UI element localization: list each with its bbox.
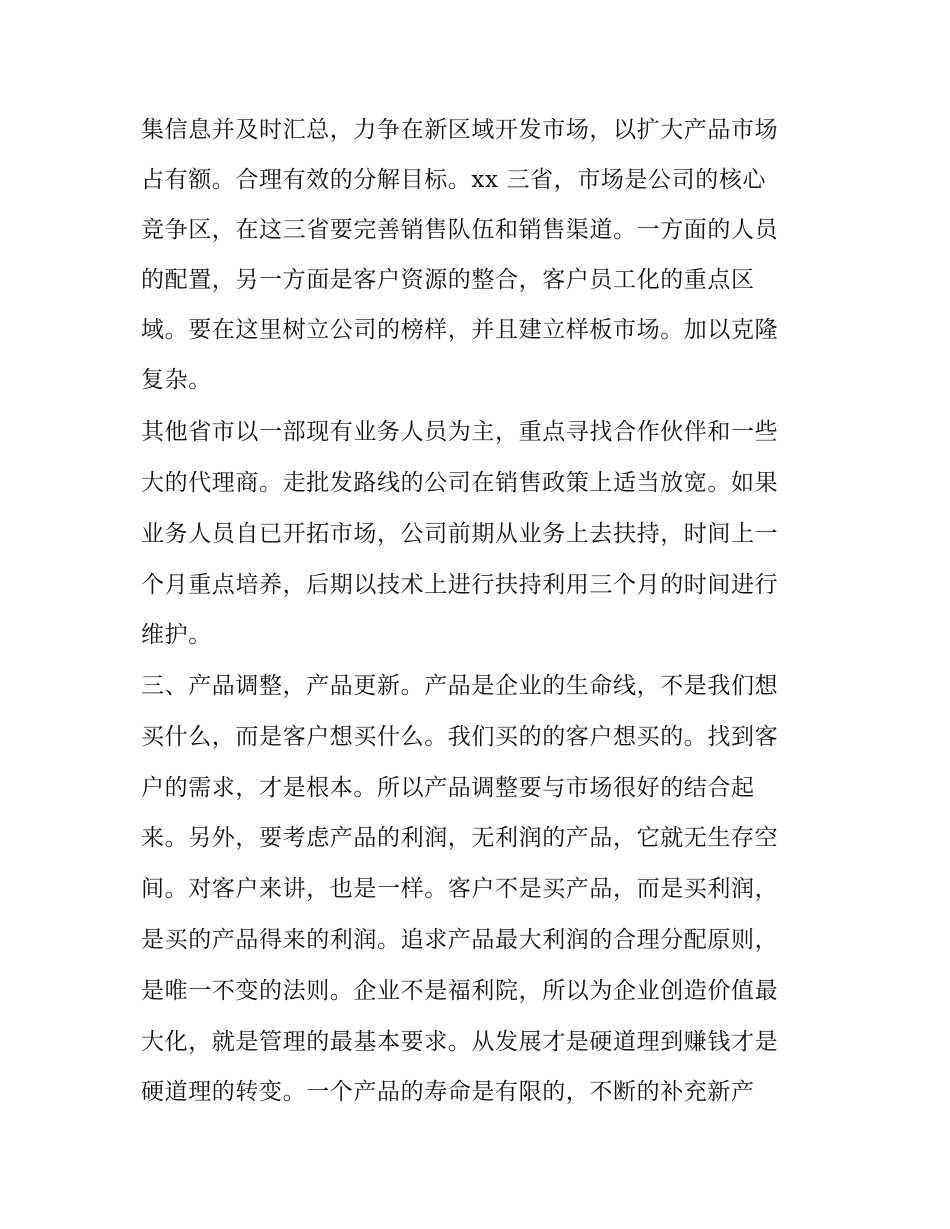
- text-line: 复杂。: [141, 367, 212, 393]
- text-line: 竞争区，在这三省要完善销售队伍和销售渠道。一方面的人员: [141, 217, 779, 243]
- text-line: 集信息并及时汇总，力争在新区域开发市场，以扩大产品市场: [141, 117, 779, 143]
- text-line: 维护。: [141, 622, 212, 648]
- text-line: 来。另外，要考虑产品的利润，无利润的产品，它就无生存空: [141, 825, 779, 851]
- text-line: 的配置，另一方面是客户资源的整合，客户员工化的重点区: [141, 267, 755, 293]
- text-line: 户的需求，才是根本。所以产品调整要与市场很好的结合起: [141, 775, 755, 801]
- text-line: 大化，就是管理的最基本要求。从发展才是硬道理到赚钱才是: [141, 1029, 779, 1055]
- text-line: 三、产品调整，产品更新。产品是企业的生命线，不是我们想: [141, 673, 779, 699]
- text-line: 硬道理的转变。一个产品的寿命是有限的，不断的补充新产: [141, 1079, 755, 1105]
- text-line: 域。要在这里树立公司的榜样，并且建立样板市场。加以克隆: [141, 317, 779, 343]
- text-line: 业务人员自已开拓市场，公司前期从业务上去扶持，时间上一: [141, 521, 779, 547]
- text-line: 个月重点培养，后期以技术上进行扶持利用三个月的时间进行: [141, 572, 779, 598]
- text-line: 是买的产品得来的利润。追求产品最大利润的合理分配原则，: [141, 927, 779, 953]
- text-line: 是唯一不变的法则。企业不是福利院，所以为企业创造价值最: [141, 978, 779, 1004]
- text-line: 占有额。合理有效的分解目标。xx 三省，市场是公司的核心: [141, 167, 767, 193]
- text-line: 其他省市以一部现有业务人员为主，重点寻找合作伙伴和一些: [141, 419, 779, 445]
- text-line: 买什么，而是客户想买什么。我们买的的客户想买的。找到客: [141, 724, 779, 750]
- text-line: 大的代理商。走批发路线的公司在销售政策上适当放宽。如果: [141, 470, 779, 496]
- text-line: 间。对客户来讲，也是一样。客户不是买产品，而是买利润，: [141, 876, 779, 902]
